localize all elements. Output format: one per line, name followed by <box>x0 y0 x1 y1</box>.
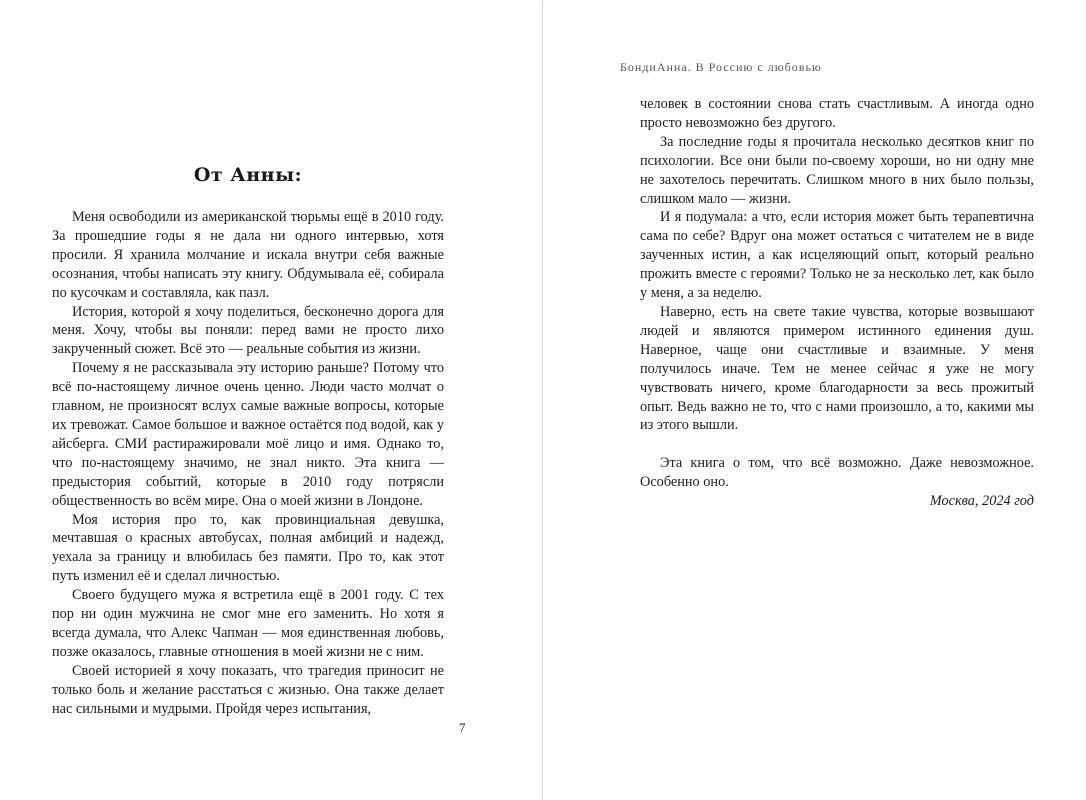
paragraph: История, которой я хочу поделиться, бесконечно дорога для меня. Хочу, чтобы вы поняли: перед вами не просто лихо закрученный сюжет. Всё это — реальные события из жизни. <box>52 303 444 358</box>
paragraph: Моя история про то, как провинциальная девушка, мечтавшая о красных автобусах, полная амбиций и надежд, уехала за границу и влюбилась без памяти. Про то, как этот путь изменил её и сделал личностью. <box>52 511 444 585</box>
signature: Москва, 2024 год <box>929 493 1034 510</box>
paragraph: Наверно, есть на свете такие чувства, которые возвышают людей и являются примером истинного единения душ. Наверное, чаще они счастливые и взаимные. У меня получилось иначе. Тем не менее сейчас я уже не могу чувствовать ничего, кроме благодарности за весь прожитый опыт. Ведь важно не то, что с нами произошло, а то, какими мы из этого вышли. <box>640 303 1034 434</box>
paragraph: Своей историей я хочу показать, что трагедия приносит не только боль и желание расстаться с жизнью. Она также делает нас сильными и мудрыми. Пройдя через испытания, <box>52 662 444 717</box>
closing-paragraph: Эта книга о том, что всё возможно. Даже невозможное. Особенно оно. <box>640 455 1034 491</box>
paragraph: И я подумала: а что, если история может быть терапевтична сама по себе? Вдруг она может остаться с читателем не в виде заученных истин, а как исцеляющий опыт, который реально прожить вместе с героями? Только не за несколько лет, как было у меня, а за неделю. <box>640 209 1034 302</box>
chapter-heading: От Анны: <box>193 164 303 186</box>
page-number: 7 <box>459 720 466 735</box>
right-page-text <box>640 95 1034 511</box>
paragraph: За последние годы я прочитала несколько десятков книг по психологии. Все они были по-своему хороши, но ни одну мне не захотелось перечитать. Слишком много в них было пользы, слишком мало — жизни. <box>640 133 1034 207</box>
right-page <box>544 0 1086 800</box>
continuation-paragraph: человек в состоянии снова стать счастливым. А иногда одно просто невозможно без другого. <box>640 96 1034 131</box>
running-head: БондиАнна. В Россию с любовью <box>620 60 822 74</box>
paragraph: Своего будущего мужа я встретила ещё в 2001 году. С тех пор ни один мужчина не смог мне его заменить. Но хотя я всегда думала, что Алекс Чапман — моя единственная любовь, позже оказалось, главные отношения в моей жизни не с ним. <box>52 587 444 660</box>
page-gutter <box>542 0 543 800</box>
paragraph: Почему я не рассказывала эту историю раньше? Потому что всё по-настоящему личное очень ценно. Люди часто молчат о главном, не произносят вслух самые важные вопросы, которые их тревожат. Самое большое и важное остаётся под водой, как у айсберга. СМИ растиражировали моё лицо и имя. Однако то, что по-настоящему значимо, не знал никто. Эта книга — предыстория событий, которые в 2010 году потрясли общественность во всём мире. Она о моей жизни в Лондоне. <box>52 360 444 509</box>
left-page <box>0 0 542 800</box>
left-page-text <box>52 208 444 718</box>
paragraph: Меня освободили из американской тюрьмы ещё в 2010 году. За прошедшие годы я не дала ни одного интервью, хотя просили. Я хранила молчание и искала внутри себя важные осознания, чтобы написать эту книгу. Обдумывала её, собирала по кусочкам и составляла, как пазл. <box>52 209 444 301</box>
